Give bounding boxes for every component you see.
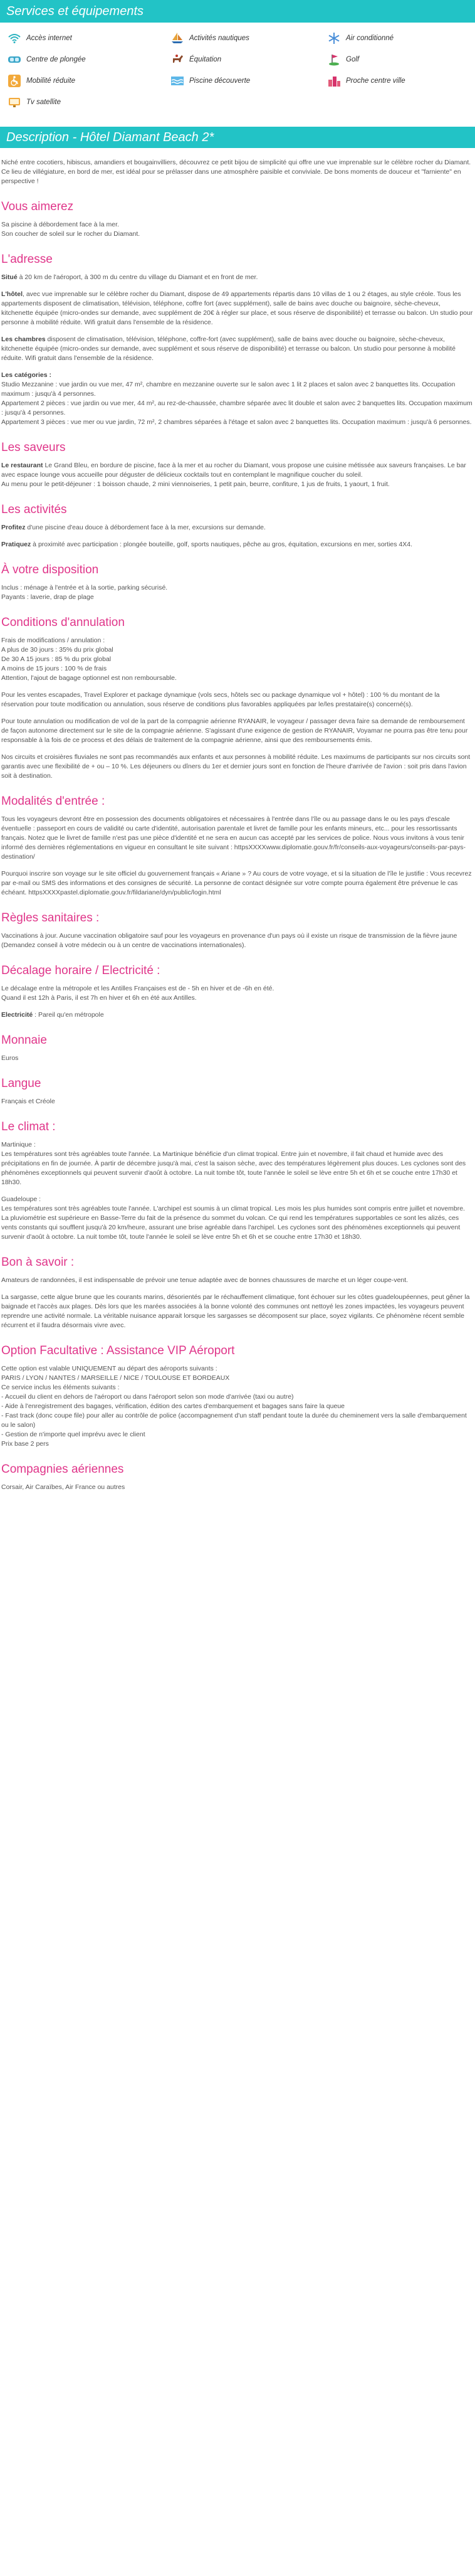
service-label: Accès internet: [26, 34, 72, 42]
section-title: Le climat :: [1, 1120, 56, 1133]
service-item: [170, 53, 327, 66]
text-line: Frais de modifications / annulation :: [1, 637, 105, 644]
text-line: A moins de 15 jours : 100 % de frais: [1, 665, 107, 672]
text-line: Martinique :: [1, 1141, 36, 1148]
horse-riding-icon: [170, 53, 184, 66]
section-text: [1, 273, 474, 282]
bold-label: Pratiquez: [1, 541, 31, 548]
text: : Pareil qu'en métropole: [33, 1011, 104, 1019]
bold-label: Situé: [1, 273, 18, 281]
section-text: Tous les voyageurs devront être en possession des documents obligatoires et nécessaires à l'entrée dans l'île ou au passage dans le ou les pays d'escale éventuelle : passeport en cours de validité ou carte d'identité, autorisation parentale et livret de famille pour les enfants mineurs, etc... pour les ressortissants français. Notez que le livret de famille n'est pas une pièce d'identité et ne sera en aucun cas accepté par les services de police. Nous vous invitons à vous tenir informé des dernières réglementations en vigueur en consultant le site suivant : httpsXXXXwww.diplomatie.gouv.fr/fr/conseils-aux-voyageurs/conseils-par-pays-destination/: [1, 815, 466, 861]
text: , avec vue imprenable sur le célèbre rocher du Diamant, dispose de 49 appartements répartis dans 10 villas de 1 ou 2 étages, au style créole. Tous les appartements disposent de climatisation, télévision, téléphone, coffre fort (avec supplément), salle de bains avec douche ou baignoire, sèche-cheveux, kitchenette équipée (micro-ondes sur demande, avec supplément de 20€ à régler sur place, et sous réserve de disponibilité) et terrasse ou balcon. Un studio pour personne à mobilité réduite. Wifi gratuit dans l'ensemble de la résidence.: [1, 290, 473, 326]
service-label: Tv satellite: [26, 98, 61, 106]
section-text: [1, 371, 474, 427]
bold-label: Le restaurant: [1, 462, 43, 469]
diving-icon: [8, 53, 21, 66]
text-line: Attention, l'ajout de bagage optionnel est non remboursable.: [1, 674, 177, 682]
section-text: Euros: [1, 1054, 19, 1062]
text-line: Sa piscine à débordement face à la mer.: [1, 221, 119, 228]
services-header: Services et équipements: [0, 0, 475, 23]
section-text: [1, 290, 474, 327]
bold-label: L'hôtel: [1, 290, 23, 298]
tv-icon: [8, 95, 21, 109]
bold-label: Profitez: [1, 524, 26, 531]
text-line: De 30 A 15 jours : 85 % du prix global: [1, 655, 112, 663]
service-label: Activités nautiques: [189, 34, 249, 42]
text-line: Au menu pour le petit-déjeuner : 1 boisson chaude, 2 mini viennoiseries, 1 petit pain, beurre, confiture, 1 jus de fruits, 1 yaourt, 1 fruit.: [1, 480, 390, 488]
section-text: [1, 461, 474, 489]
section-title: Conditions d'annulation: [1, 616, 125, 629]
bold-label: Les catégories :: [1, 371, 51, 379]
section-text: Pourquoi inscrire son voyage sur le site officiel du gouvernement français « Ariane » ? Au cours de votre voyage, et si la situation de l'île le justifie : Vous recevrez par e-mail ou SMS des informations et des consignes de sécurité. La personne de contact désignée sur votre compte pourra également être prévenue le cas échéant. httpsXXXXpastel.diplomatie.gouv.fr/fildariane/dyn/public/login.html: [1, 870, 472, 896]
service-item: [327, 74, 475, 88]
intro-text: Niché entre cocotiers, hibiscus, amandiers et bougainvilliers, découvrez ce petit bijou de simplicité qui offre une vue imprenable sur le célèbre rocher du Diamant. Ce lieu de villégiature, en bord de mer, est idéal pour se prélasser dans une atmosphère paisible et conviviale. De bons moments de douceur et "farniente" en perspective !: [1, 159, 471, 185]
section-text: [1, 1364, 474, 1449]
section-text: Français et Créole: [1, 1098, 55, 1105]
services-grid: [0, 23, 475, 109]
section-title: Monnaie: [1, 1034, 47, 1047]
section-text: La sargasse, cette algue brune que les courants marins, désorientés par le réchauffement climatique, font échouer sur les côtes guadeloupéennes, peut gêner la baignade et l'accès aux plages. Dès lors que les marées associées à la bonne volonté des communes ont nettoyé les zones impactées, les voyageurs peuvent reprendre une activité normale. La véritable nuisance apparait lorsque les sargasses se décomposent sur place, soyez vigilants. Ce phénomène récent semble récurrent et il faudra désormais vivre avec.: [1, 1293, 470, 1329]
service-item: [170, 31, 327, 45]
text-line: - Aide à l'enregistrement des bagages, vérification, édition des cartes d'embarquement et bagages sans faire la queue: [1, 1402, 345, 1410]
section-title: L'adresse: [1, 253, 53, 266]
text-line: A plus de 30 jours : 35% du prix global: [1, 646, 113, 654]
section-title: Option Facultative : Assistance VIP Aéroport: [1, 1344, 235, 1357]
section-text: [1, 636, 474, 683]
section-title: Bon à savoir :: [1, 1256, 75, 1269]
section-text: [1, 335, 474, 363]
section-text: [1, 523, 474, 533]
section-text: Corsair, Air Caraïbes, Air France ou autres: [1, 1483, 125, 1491]
text-line: Les températures sont très agréables toute l'année. La Martinique bénéficie d'un climat tropical. Entre juin et novembre, il fait chaud et humide avec des précipitations en fin de journée. À partir de décembre jusqu'à mai, c'est la saison sèche, avec des températures légèrement plus douces. Les cyclones sont des phénomènes exceptionnels qui peuvent survenir d'août à octobre. La nuit tombe tôt, toute l'année le soleil se lève entre 5h et 6h et se couche entre 17h30 et 18h30.: [1, 1150, 466, 1186]
text: à proximité avec participation : plongée bouteille, golf, sports nautiques, pêche au gros, équitation, excursions en mer, sorties 4X4.: [31, 541, 413, 548]
section-text: Amateurs de randonnées, il est indispensable de prévoir une tenue adaptée avec de bonnes chaussures de marche et un léger coupe-vent.: [1, 1276, 409, 1284]
section-title: À votre disposition: [1, 563, 99, 576]
air-conditioning-icon: [327, 31, 341, 45]
text: d'une piscine d'eau douce à débordement face à la mer, excursions sur demande.: [25, 524, 266, 531]
nautical-icon: [170, 31, 184, 45]
text-line: - Fast track (donc coupe file) pour aller au contrôle de police (accompagnement d'un staff pendant toute la durée du cheminement vers la salle d'embarquement ou le salon): [1, 1412, 467, 1429]
text-line: Payants : laverie, drap de plage: [1, 593, 94, 601]
description-header: Description - Hôtel Diamant Beach 2*: [0, 127, 475, 148]
bold-label: Les chambres: [1, 336, 46, 343]
text-line: Ce service inclus les éléments suivants :: [1, 1384, 120, 1391]
bold-label: Electricité: [1, 1011, 33, 1019]
text-line: Studio Mezzanine : vue jardin ou vue mer, 47 m², chambre en mezzanine ouverte sur le salon avec 1 lit 2 places et salon avec 2 banquettes lits. Occupation maximum : jusqu'à 4 personnes.: [1, 381, 456, 398]
golf-icon: [327, 53, 341, 66]
section-text: [1, 984, 474, 1003]
text-line: Inclus : ménage à l'entrée et à la sortie, parking sécurisé.: [1, 584, 168, 591]
text-line: - Gestion de n'importe quel imprévu avec le client: [1, 1431, 145, 1438]
section-title: Vous aimerez: [1, 200, 74, 213]
section-title: Les saveurs: [1, 441, 66, 454]
text-line: Cette option est valable UNIQUEMENT au départ des aéroports suivants :: [1, 1365, 217, 1372]
section-text: [1, 1195, 474, 1242]
text-line: PARIS / LYON / NANTES / MARSEILLE / NICE / TOULOUSE ET BORDEAUX: [1, 1374, 230, 1382]
section-text: Nos circuits et croisières fluviales ne sont pas recommandés aux enfants et aux personnes à mobilité réduite. Les maximums de participants sur nos circuits sont garantis avec une flexibilité de + ou – 10 %. Les déjeuners ou dîners du 1er et dernier jours sont en fonction de l'heure d'arrivée de l'avion : soit pris dans l'avion soit à destination.: [1, 753, 471, 780]
description-content: [0, 158, 475, 1492]
text-line: Son coucher de soleil sur le rocher du Diamant.: [1, 230, 140, 238]
section-text: Vaccinations à jour. Aucune vaccination obligatoire sauf pour les voyageurs en provenance d'un pays où il existe un risque de transmission de la fièvre jaune (Demandez conseil à votre médecin ou à un centre de vaccinations internationales).: [1, 932, 457, 949]
text-line: Appartement 3 pièces : vue mer ou vue jardin, 72 m², 2 chambres séparées à l'étage et salon avec 2 banquettes lits. Occupation maximum : jusqu'à 6 personnes.: [1, 418, 472, 426]
section-text: [1, 220, 474, 239]
service-item: [327, 53, 475, 66]
text: à 20 km de l'aéroport, à 300 m du centre du village du Diamant et en front de mer.: [17, 273, 258, 281]
text: disposent de climatisation, télévision, téléphone, coffre-fort (avec supplément), salle de bains avec douche ou baignoire, sèche-cheveux, kitchenette équipée (micro-ondes sur demande, avec supplément et sous réserve de disponibilité) et terrasse ou balcon. Un studio pour personne à mobilité réduite. Wifi gratuit dans l'ensemble de la résidence.: [1, 336, 456, 362]
service-item: [8, 31, 170, 45]
section-text: Pour toute annulation ou modification de vol de la part de la compagnie aérienne RYANAIR, le voyageur / passager devra faire sa demande de remboursement de façon autonome directement sur le site de la compagnie aérienne. S'agissant d'une exigence de gestion de RYANAIR, Voyamar ne pourra pas être tenu pour responsable à la fois de ce process et des délais de traitement de la compagnie aérienne, ainsi que des remboursements émis.: [1, 718, 468, 744]
service-item: [8, 95, 170, 109]
service-label: Air conditionné: [346, 34, 394, 42]
service-item: [8, 74, 170, 88]
service-item: [327, 31, 475, 45]
section-title: Les activités: [1, 503, 67, 516]
city-icon: [327, 74, 341, 88]
wheelchair-icon: [8, 74, 21, 88]
service-label: Piscine découverte: [189, 77, 251, 85]
service-label: Équitation: [189, 55, 222, 63]
section-text: [1, 1140, 474, 1187]
text-line: Quand il est 12h à Paris, il est 7h en hiver et 6h en été aux Antilles.: [1, 994, 197, 1002]
section-title: Compagnies aériennes: [1, 1463, 124, 1476]
pool-icon: [170, 74, 184, 88]
service-label: Mobilité réduite: [26, 77, 75, 85]
section-text: Pour les ventes escapades, Travel Explorer et package dynamique (vols secs, hôtels sec ou package dynamique vol + hôtel) : 100 % du montant de la réservation pour toute modification ou annulation, sous réserve de conditions plus favorables appliquées par le/les prestataire(s) concerné(s).: [1, 691, 440, 708]
section-text: [1, 583, 474, 602]
section-title: Décalage horaire / Electricité :: [1, 964, 160, 977]
section-title: Modalités d'entrée :: [1, 795, 105, 808]
service-item: [8, 53, 170, 66]
service-label: Centre de plongée: [26, 55, 86, 63]
service-label: Golf: [346, 55, 360, 63]
section-title: Langue: [1, 1077, 41, 1090]
text-line: Prix base 2 pers: [1, 1440, 49, 1448]
text-line: [1, 461, 474, 480]
text-line: Appartement 2 pièces : vue jardin ou vue mer, 44 m², au rez-de-chaussée, chambre séparée avec lit double et salon avec 2 banquettes lits. Occupation maximum : jusqu'à 4 personnes.: [1, 400, 472, 416]
section-title: Règles sanitaires :: [1, 911, 100, 925]
section-text: [1, 1010, 474, 1020]
text-line: - Accueil du client en dehors de l'aéroport ou dans l'aéroport selon son mode d'arrivée (taxi ou autre): [1, 1393, 294, 1401]
text-line: Guadeloupe :: [1, 1195, 41, 1203]
wifi-icon: [8, 31, 21, 45]
service-item: [170, 74, 327, 88]
service-label: Proche centre ville: [346, 77, 405, 85]
text-line: Les températures sont très agréables toute l'année. L'archipel est soumis à un climat tropical. Les mois les plus humides sont compris entre juillet et novembre. La pluviométrie est supérieure en Basse-Terre du fait de la présence du sommet du volcan. Ce qui rend les températures supportables ce sont les alizés, ces vents constants qui soufflent jusqu'à 20 km/heure, assurant une brise agréable dans l'archipel. Les cyclones sont des phénomènes exceptionnels qui peuvent survenir d'août à octobre. La nuit tombe tôt, toute l'année le soleil se lève entre 5h et 6h et se couche entre 17h30 et 18h30.: [1, 1205, 465, 1241]
section-text: [1, 540, 474, 549]
text-line: Le décalage entre la métropole et les Antilles Françaises est de - 5h en hiver et de -6h en été.: [1, 985, 274, 992]
text: Le Grand Bleu, en bordure de piscine, face à la mer et au rocher du Diamant, vous propose une cuisine métissée aux saveurs françaises. Le bar avec espace lounge vous accueille pour déguster de délicieux cocktails tout en contemplant le magnifique coucher du soleil.: [1, 462, 466, 479]
